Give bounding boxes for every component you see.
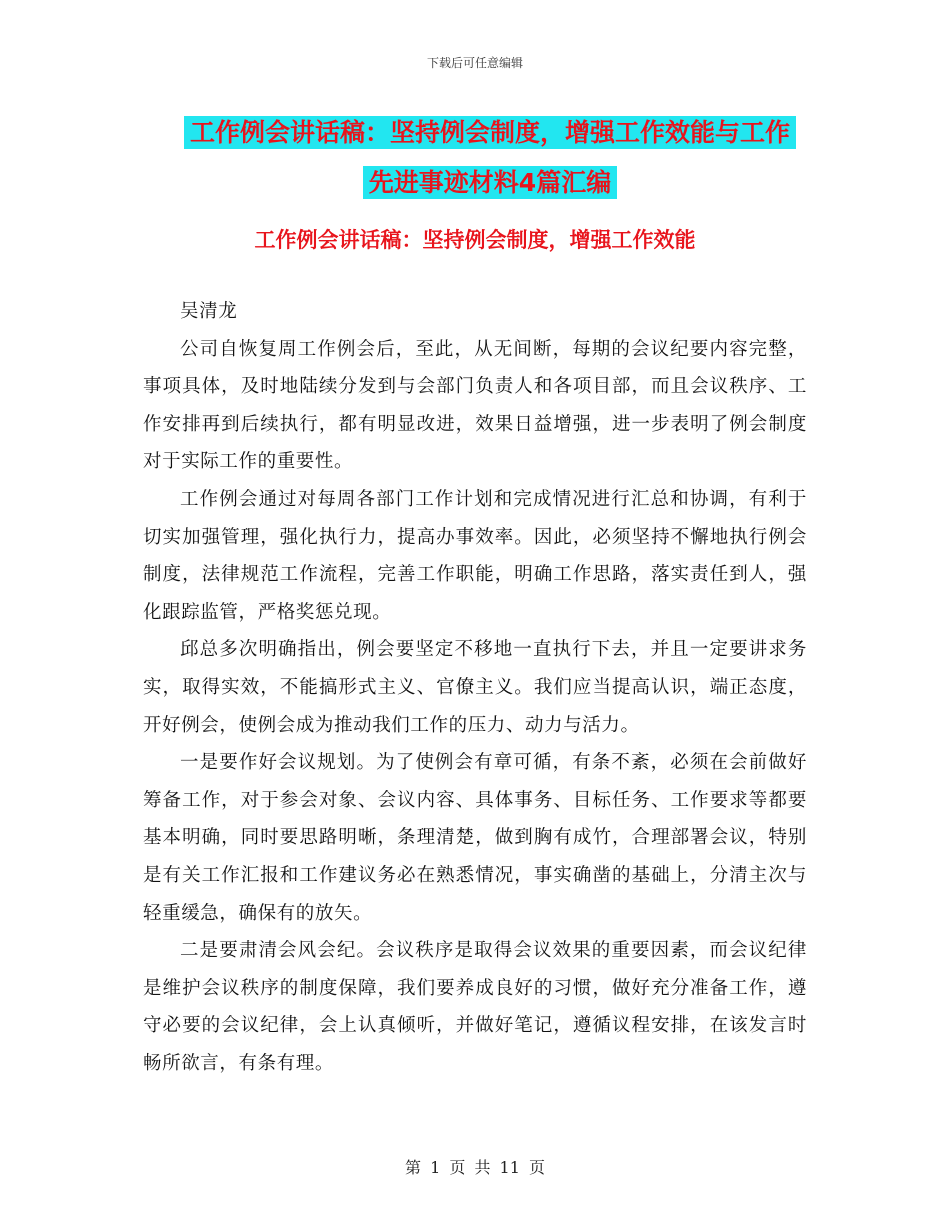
- page-header-note: 下载后可任意编辑: [426, 56, 523, 70]
- section-title: 工作例会讲话稿：坚持例会制度，增强工作效能: [254, 228, 696, 252]
- document-title: [180, 108, 800, 208]
- body-paragraph: 公司自恢复周工作例会后，至此，从无间断，每期的会议纪要内容完整，事项具体，及时地陆续分发到与会部门负责人和各项目部，而且会议秩序、工作安排再到后续执行，都有明显改进，效果日益增强，进一步表明了例会制度对于实际工作的重要性。: [143, 338, 807, 473]
- body-paragraph: 一是要作好会议规划。为了使例会有章可循，有条不紊，必须在会前做好筹备工作，对于参会对象、会议内容、具体事务、目标任务、工作要求等都要基本明确，同时要思路明晰，条理清楚，做到胸有成竹，合理部署会议，特别是有关工作汇报和工作建议务必在熟悉情况，事实确凿的基础上，分清主次与轻重缓急，确保有的放矢。: [143, 752, 807, 924]
- document-body: [143, 293, 807, 1082]
- author-line: 吴清龙: [180, 301, 238, 322]
- page-number-footer: 第 1 页 共 11 页: [405, 1158, 545, 1177]
- document-title-text: 工作例会讲话稿：坚持例会制度，增强工作效能与工作先进事迹材料4篇汇编: [184, 116, 796, 199]
- body-paragraph: 工作例会通过对每周各部门工作计划和完成情况进行汇总和协调，有利于切实加强管理，强化执行力，提高办事效率。因此，必须坚持不懈地执行例会制度，法律规范工作流程，完善工作职能，明确工作思路，落实责任到人，强化跟踪监管，严格奖惩兑现。: [143, 488, 807, 623]
- body-paragraph: 二是要肃清会风会纪。会议秩序是取得会议效果的重要因素，而会议纪律是维护会议秩序的制度保障，我们要养成良好的习惯，做好充分准备工作，遵守必要的会议纪律，会上认真倾听，并做好笔记，遵循议程安排，在该发言时畅所欲言，有条有理。: [143, 940, 807, 1074]
- body-paragraph: 邱总多次明确指出，例会要坚定不移地一直执行下去，并且一定要讲求务实，取得实效，不能搞形式主义、官僚主义。我们应当提高认识，端正态度，开好例会，使例会成为推动我们工作的压力、动力与活力。: [143, 639, 807, 736]
